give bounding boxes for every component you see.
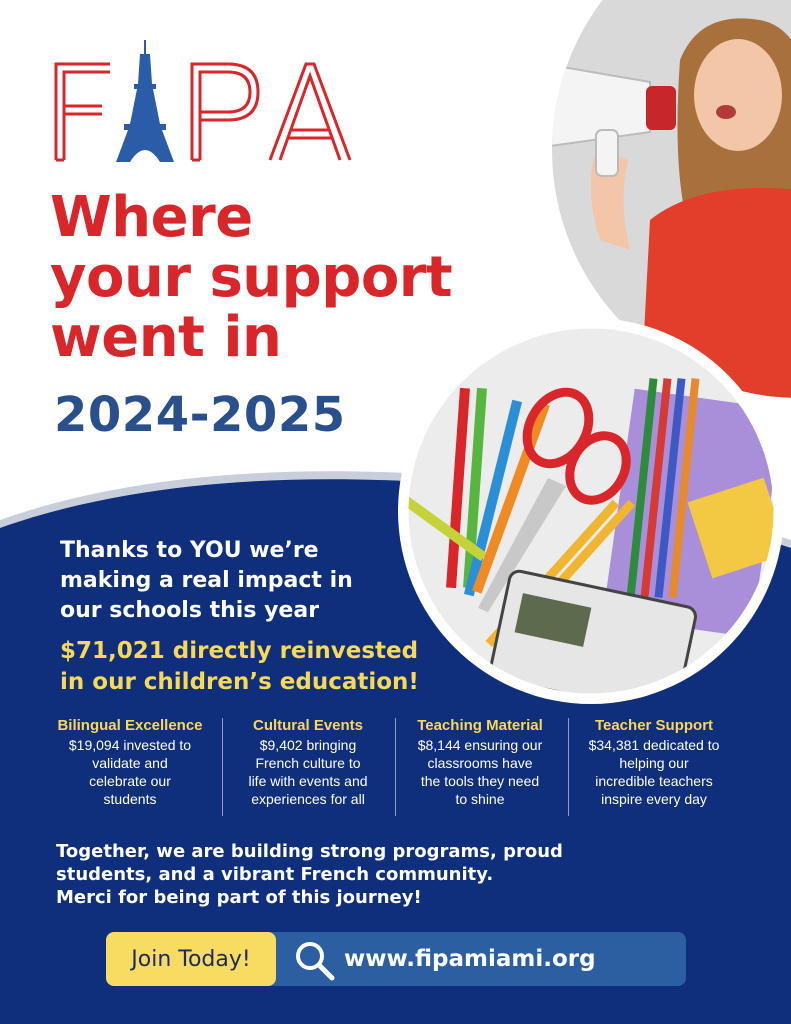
headline-line-3: went in [50, 305, 282, 370]
reinvest-line-2: in our children’s education! [60, 669, 419, 695]
headline [50, 185, 453, 370]
column-cultural-events [228, 716, 388, 808]
thanks-line-3: our schools this year [60, 598, 320, 623]
column-teacher-support [574, 716, 734, 808]
column-bilingual-excellence [50, 716, 210, 808]
column-teaching-material [400, 716, 560, 808]
column-body: $9,402 bringing French culture to life with events and experiences for all [248, 737, 368, 807]
column-body: $19,094 invested to validate and celebrate our students [68, 737, 192, 807]
reinvest-line-1: $71,021 directly reinvested [60, 638, 419, 664]
eiffel-tower-icon [116, 40, 174, 162]
column-divider [222, 718, 223, 816]
column-body: $8,144 ensuring our classrooms have the tools they need to shine [417, 737, 543, 807]
column-title: Cultural Events [252, 717, 364, 734]
fipa-logo [52, 40, 352, 164]
closing-line-2: students, and a vibrant French community. [56, 864, 494, 885]
allocation-columns [50, 716, 750, 816]
column-title: Teacher Support [594, 717, 714, 734]
headline-line-2: your support [50, 245, 453, 310]
thanks-message [60, 536, 420, 626]
website-link[interactable]: www.fipamiami.org [344, 946, 596, 972]
column-divider [568, 718, 569, 816]
closing-message [56, 840, 563, 909]
column-title: Bilingual Excellence [57, 717, 203, 734]
thanks-line-1: Thanks to YOU we’re [60, 538, 319, 563]
column-title: Teaching Material [417, 717, 543, 734]
thanks-line-2: making a real impact in [60, 568, 353, 593]
column-body: $34,381 dedicated to helping our incredible teachers inspire every day [588, 737, 720, 807]
closing-line-3: Merci for being part of this journey! [56, 887, 422, 908]
join-today-button[interactable]: Join Today! [106, 932, 276, 986]
column-divider [395, 718, 396, 816]
reinvest-amount [60, 636, 419, 698]
closing-line-1: Together, we are building strong programs, proud [56, 841, 563, 862]
year-range: 2024-2025 [54, 387, 346, 443]
headline-line-1: Where [50, 185, 253, 250]
school-supplies-photo [398, 318, 784, 704]
search-icon [292, 938, 336, 982]
